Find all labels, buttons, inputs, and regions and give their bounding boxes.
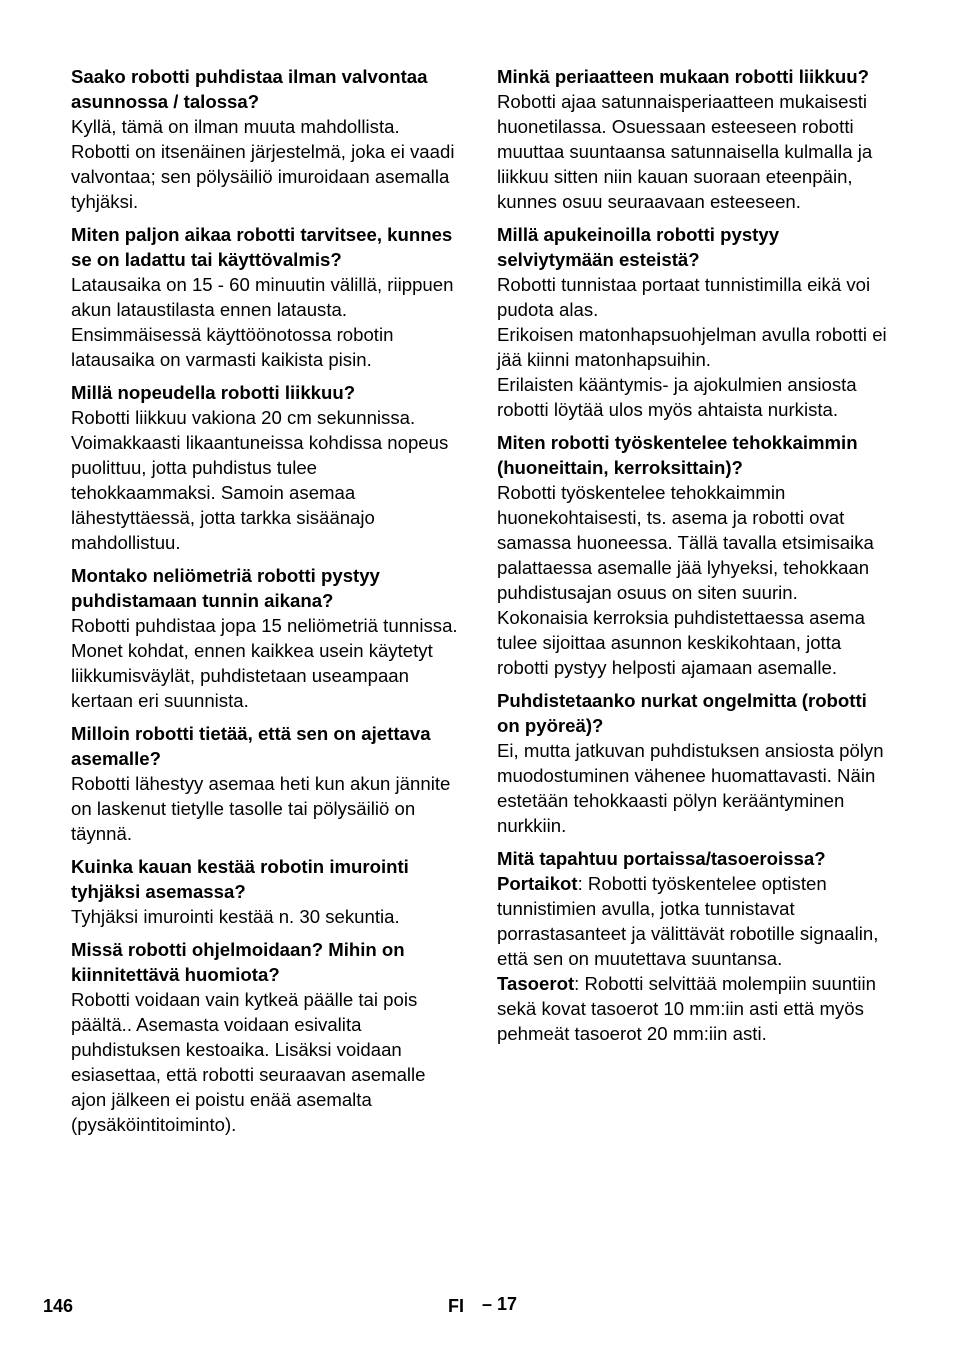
faq-question: Miten robotti työskentelee tehokkaimmin (huoneittain, kerroksittain)?: [497, 432, 858, 478]
faq-question: Puhdistetaanko nurkat ongelmitta (robotti on pyöreä)?: [497, 690, 867, 736]
faq-item: [71, 64, 463, 214]
page-number: 146: [43, 1296, 74, 1316]
faq-item: [71, 380, 463, 555]
faq-item: [497, 430, 889, 680]
faq-question: Mitä tapahtuu portaissa/tasoeroissa?: [497, 848, 826, 869]
section-page-number: – 17: [482, 1294, 518, 1314]
faq-answer: Tyhjäksi imurointi kestää n. 30 sekuntia.: [71, 906, 400, 927]
faq-answer: Latausaika on 15 - 60 minuutin välillä, riippuen akun lataustilasta ennen latausta. Ensimmäisessä käyttöönotossa robotin latausaika on varmasti kaikista pisin.: [71, 274, 454, 370]
faq-answer: Kyllä, tämä on ilman muuta mahdollista. Robotti on itsenäinen järjestelmä, joka ei vaadi valvontaa; sen pölysäiliö imuroidaan asemalla tyhjäksi.: [71, 116, 455, 212]
faq-item: [71, 222, 463, 372]
faq-question: Saako robotti puhdistaa ilman valvontaa asunnossa / talossa?: [71, 66, 428, 112]
faq-question: Montako neliömetriä robotti pystyy puhdistamaan tunnin aikana?: [71, 565, 380, 611]
faq-question: Missä robotti ohjelmoidaan? Mihin on kiinnitettävä huomiota?: [71, 939, 405, 985]
faq-answer: Robotti ajaa satunnaisperiaatteen mukaisesti huonetilassa. Osuessaan esteeseen robotti muuttaa suuntaansa satunnaisella kulmalla ja liikkuu sitten niin kauan suoraan eteenpäin, kunnes osuu seuraavaan esteeseen.: [497, 91, 873, 212]
faq-question: Miten paljon aikaa robotti tarvitsee, kunnes se on ladattu tai käyttövalmis?: [71, 224, 453, 270]
faq-item: [497, 222, 889, 422]
faq-answer: Robotti voidaan vain kytkeä päälle tai pois päältä.. Asemasta voidaan esivalita puhdistuksen kestoaika. Lisäksi voidaan esiasettaa, että robotti seuraavan asemalle ajon jälkeen ei poistu enää asemalta (pysäköintitoiminto).: [71, 989, 426, 1135]
language-code: FI: [448, 1296, 464, 1316]
faq-answer: Kokonaisia kerroksia puhdistettaessa asema tulee sijoittaa asunnon keskikohtaan, jotta robotti pystyy helposti ajamaan asemalle.: [497, 607, 865, 678]
right-column: [497, 64, 889, 1054]
term-label: Tasoerot: [497, 973, 575, 994]
faq-question: Millä nopeudella robotti liikkuu?: [71, 382, 356, 403]
faq-answer-term: [497, 871, 889, 971]
faq-answer: Ei, mutta jatkuvan puhdistuksen ansiosta pölyn muodostuminen vähenee huomattavasti. Näin estetään tehokkaasti pölyn kerääntyminen nurkkiin.: [497, 740, 884, 836]
faq-question: Milloin robotti tietää, että sen on ajettava asemalle?: [71, 723, 431, 769]
left-column: [71, 64, 463, 1145]
faq-question: Minkä periaatteen mukaan robotti liikkuu?: [497, 66, 869, 87]
faq-item: [497, 688, 889, 838]
term-text: : Robotti selvittää molempiin suuntiin sekä kovat tasoerot 10 mm:iin asti että myös pehmeät tasoerot 20 mm:iin asti.: [497, 973, 876, 1044]
faq-answer: Erikoisen matonhapsuohjelman avulla robotti ei jää kiinni matonhapsuihin.: [497, 324, 887, 370]
faq-answer: Robotti tunnistaa portaat tunnistimilla eikä voi pudota alas.: [497, 274, 871, 320]
term-text: : Robotti työskentelee optisten tunnistimien avulla, jotka tunnistavat porrastasanteet ja välittävät robotille signaalin, että sen on muutettava suuntansa.: [497, 873, 879, 969]
faq-answer: Erilaisten kääntymis- ja ajokulmien ansiosta robotti löytää ulos myös ahtaista nurkista.: [497, 374, 857, 420]
faq-item: [497, 64, 889, 214]
faq-item: [497, 846, 889, 1046]
faq-question: Kuinka kauan kestää robotin imurointi tyhjäksi asemassa?: [71, 856, 409, 902]
faq-item: [71, 937, 463, 1137]
faq-answer: Robotti työskentelee tehokkaimmin huonekohtaisesti, ts. asema ja robotti ovat samassa huoneessa. Tällä tavalla etsimisaika palattaessa asemalle jää lyhyeksi, tehokkaan puhdistusajan osuus on siten suurin.: [497, 482, 874, 603]
faq-answer: Robotti puhdistaa jopa 15 neliömetriä tunnissa. Monet kohdat, ennen kaikkea usein käytetyt liikkumisväylät, puhdistetaan useampaan kertaan eri suunnista.: [71, 615, 458, 711]
faq-answer-term: [497, 971, 889, 1046]
faq-answer: Robotti liikkuu vakiona 20 cm sekunnissa. Voimakkaasti likaantuneissa kohdissa nopeus puolittuu, jotta puhdistus tulee tehokkaammaksi. Samoin asemaa lähestyttäessä, jotta tarkka sisäänajo mahdollistuu.: [71, 407, 449, 553]
faq-item: [71, 721, 463, 846]
faq-item: [71, 854, 463, 929]
term-label: Portaikot: [497, 873, 578, 894]
faq-item: [71, 563, 463, 713]
faq-question: Millä apukeinoilla robotti pystyy selviytymään esteistä?: [497, 224, 780, 270]
faq-answer: Robotti lähestyy asemaa heti kun akun jännite on laskenut tietylle tasolle tai pölysäiliö on täynnä.: [71, 773, 451, 844]
